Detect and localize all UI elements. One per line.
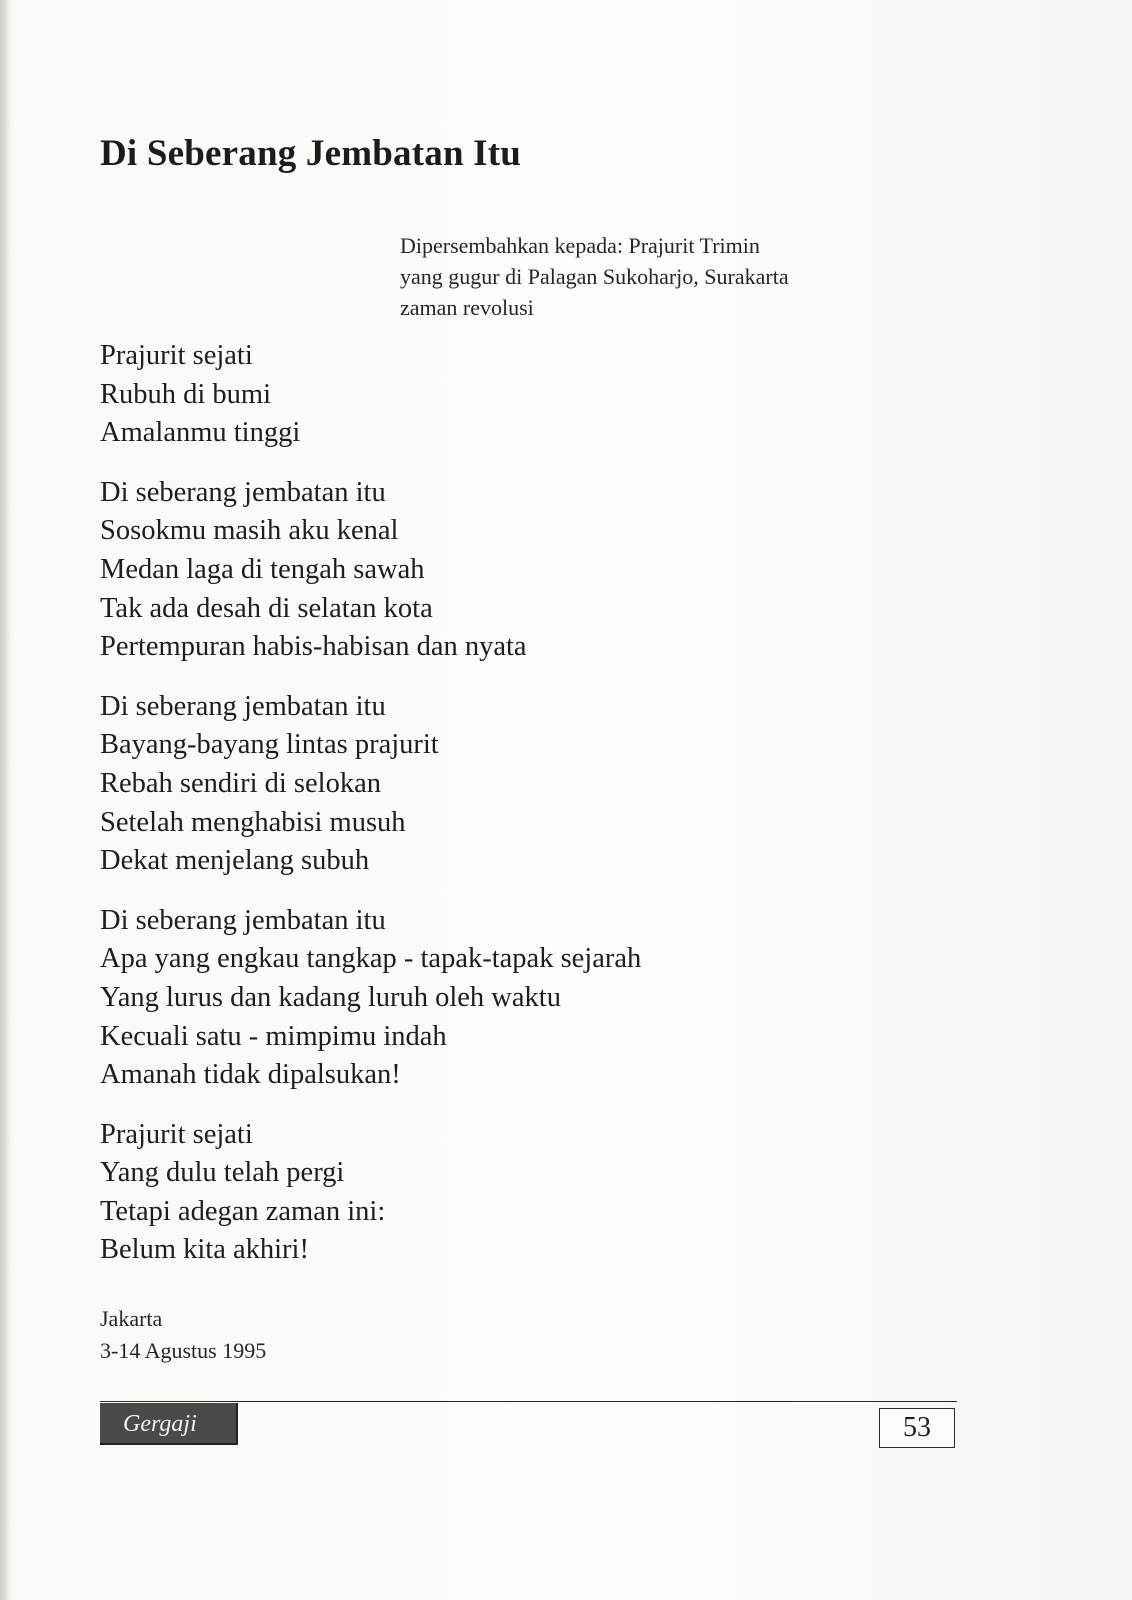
place-and-date [100,1303,266,1367]
poem-line: Yang lurus dan kadang luruh oleh waktu [100,981,561,1013]
poem-line: Amanah tidak dipalsukan! [100,1059,401,1091]
poem-line: Rebah sendiri di selokan [100,767,381,799]
stanza-1 [100,337,641,453]
poem-line: Tetapi adegan zaman ini: [100,1195,386,1227]
page-number: 53 [879,1408,955,1448]
poem-line: Di seberang jembatan itu [100,476,386,508]
poem-line: Prajurit sejati [100,1118,253,1150]
poem-line: Setelah menghabisi musuh [100,806,406,838]
book-title-tab: Gergaji [100,1403,238,1445]
poem-body [100,337,641,1291]
dedication [400,230,789,323]
poem-line: Bayang-bayang lintas prajurit [100,729,439,761]
poem-line: Kecuali satu - mimpimu indah [100,1020,447,1052]
stanza-4 [100,902,641,1095]
dedication-line: yang gugur di Palagan Sukoharjo, Surakarta [400,264,789,289]
poem-line: Rubuh di bumi [100,378,272,410]
poem-line: Belum kita akhiri! [100,1234,309,1266]
footer-rule [100,1401,957,1402]
poem-line: Yang dulu telah pergi [100,1157,345,1189]
poem-line: Apa yang engkau tangkap - tapak-tapak sejarah [100,943,642,975]
poem-line: Medan laga di tengah sawah [100,553,425,585]
poem-line: Sosokmu masih aku kenal [100,515,399,547]
stanza-5 [100,1116,641,1270]
binding-shadow [0,0,10,1600]
poem-line: Di seberang jembatan itu [100,690,386,722]
poem-line: Dekat menjelang subuh [100,845,370,877]
dedication-line: zaman revolusi [400,295,534,320]
poem-line: Prajurit sejati [100,340,253,371]
dedication-line: Dipersembahkan kepada: Prajurit Trimin [400,233,760,258]
poem-line: Amalanmu tinggi [100,417,301,449]
poem-line: Pertempuran habis-habisan dan nyata [100,631,527,663]
poem-line: Di seberang jembatan itu [100,904,386,936]
stanza-2 [100,474,641,667]
date: 3-14 Agustus 1995 [100,1338,267,1363]
stanza-3 [100,688,641,881]
poem-line: Tak ada desah di selatan kota [100,592,433,624]
poem-title: Di Seberang Jembatan Itu [100,133,522,174]
place: Jakarta [100,1306,163,1331]
